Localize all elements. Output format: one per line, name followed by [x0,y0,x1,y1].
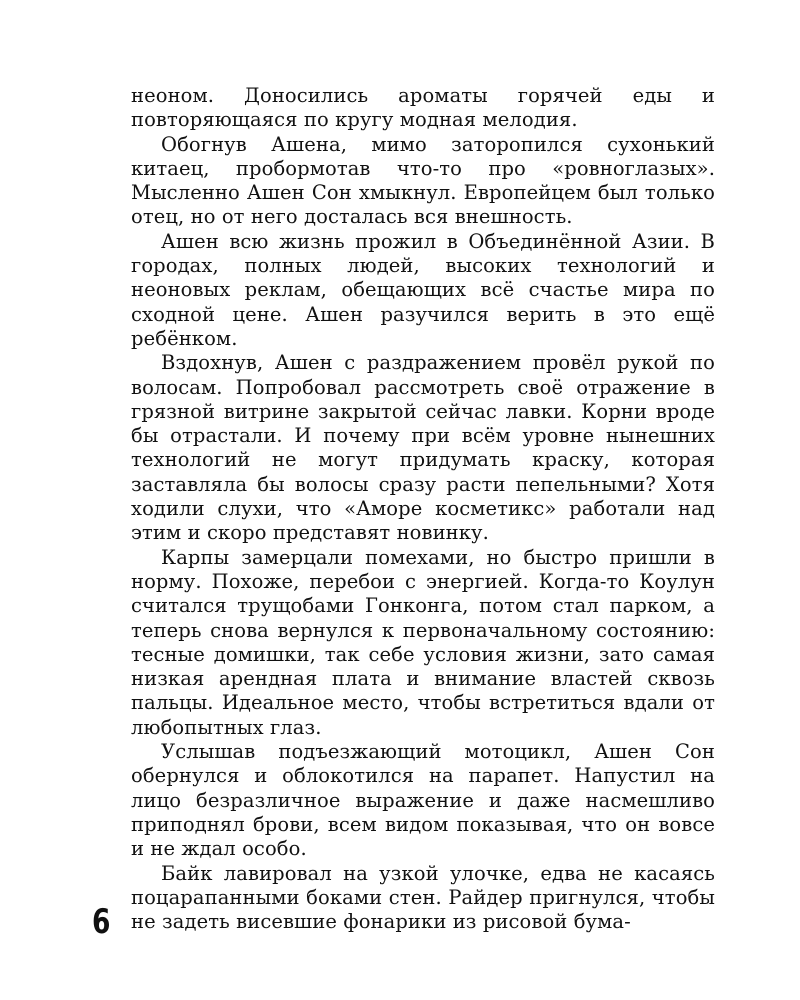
paragraph-6: Услышав подъезжающий мотоцикл, Ашен Сон обернулся и облокотился на парапет. Напустил на лицо безразличное выражение и даже насмешливо приподнял брови, всем видом показывая, что он вовсе и не ждал особо. [131,740,715,861]
paragraph-1: неоном. Доносились ароматы горячей еды и повторяющаяся по кругу модная мелодия. [131,84,715,132]
paragraph-2: Обогнув Ашена, мимо заторопился сухонький китаец, пробормотав что-то про «ровноглазых». Мысленно Ашен Сон хмыкнул. Европейцем был только отец, но от него досталась вся внешность. [131,132,715,229]
body-text [131,84,715,934]
page-number: 6 [92,902,111,942]
paragraph-3: Ашен всю жизнь прожил в Объединённой Азии. В городах, полных людей, высоких технологий и неоновых реклам, обещающих всё счастье мира по сходной цене. Ашен разучился верить в это ещё ребёнком. [131,229,715,350]
paragraph-7: Байк лавировал на узкой улочке, едва не касаясь поцарапанными боками стен. Райдер пригнулся, чтобы не задеть висевшие фонарики из рисовой бума- [131,861,715,934]
paragraph-4: Вздохнув, Ашен с раздражением провёл рукой по волосам. Попробовал рассмотреть своё отражение в грязной витрине закрытой сейчас лавки. Корни вроде бы отрастали. И почему при всём уровне нынешних технологий не могут придумать краску, которая заставляла бы волосы сразу расти пепельными? Хотя ходили слухи, что «Аморе косметикс» работали над этим и скоро представят новинку. [131,351,715,545]
paragraph-5: Карпы замерцали помехами, но быстро пришли в норму. Похоже, перебои с энергией. Когда-то Коулун считался трущобами Гонконга, потом стал парком, а теперь снова вернулся к первоначальному состоянию: тесные домишки, так себе условия жизни, зато самая низкая арендная плата и внимание властей сквозь пальцы. Идеальное место, чтобы встретиться вдали от любопытных глаз. [131,545,715,739]
